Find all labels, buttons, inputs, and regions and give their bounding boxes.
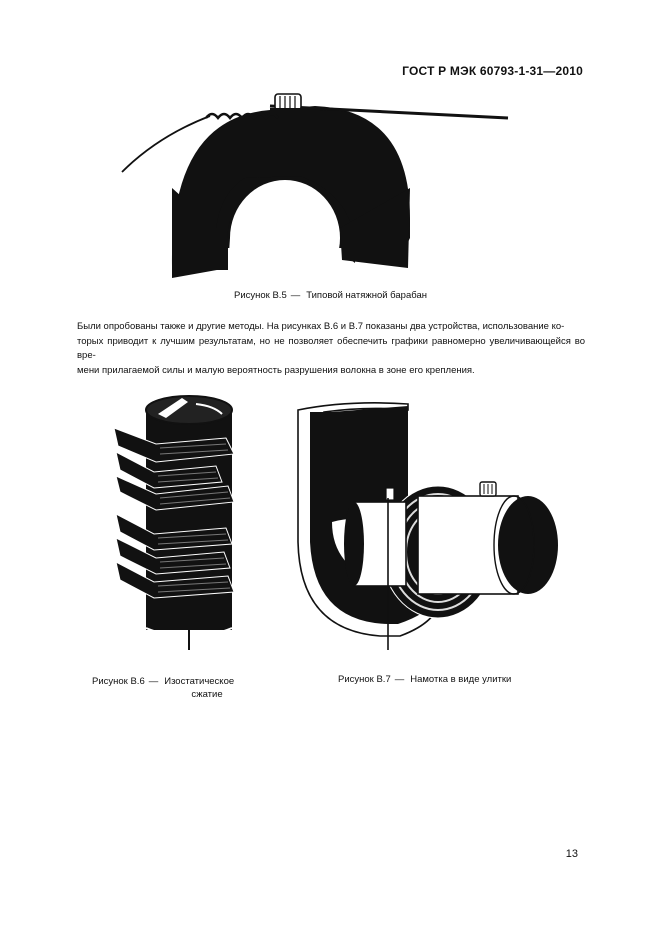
figure-b7-caption (338, 673, 511, 686)
figure-b5-caption (0, 289, 661, 302)
figure-b7-snail-winding (288, 402, 566, 650)
figure-b7-title: Намотка в виде улитки (410, 674, 512, 685)
clamp-base (270, 108, 306, 114)
figure-b6-title-line2: сжатие (191, 689, 223, 700)
figure-b5-label: Рисунок В.5 (234, 290, 287, 301)
figure-b6-title-line1: Изостатическое (164, 676, 235, 687)
figure-b6-dash: — (148, 676, 159, 687)
figure-b7-label: Рисунок В.7 (338, 674, 391, 685)
page-number: 13 (565, 848, 578, 860)
cylinder-top (146, 396, 232, 424)
body-line-1: Были опробованы также и другие методы. На рисунках В.6 и В.7 показаны два устройства, использование ко- (77, 321, 565, 332)
clamp-knob (275, 94, 301, 110)
figure-b6-isostatic-compression (96, 388, 266, 650)
figure-b5-title: Типовой натяжной барабан (306, 290, 427, 301)
document-header: ГОСТ Р МЭК 60793-1-31—2010 (402, 64, 583, 78)
figure-b7-dash: — (394, 674, 405, 685)
drum-hole-bottom-cover (220, 248, 350, 278)
figure-b5-dash: — (290, 290, 301, 301)
body-paragraph (77, 320, 585, 378)
hub-left-face (344, 502, 364, 586)
figure-b6-label: Рисунок В.6 (92, 676, 145, 687)
body-line-3: мени прилагаемой силы и малую вероятность разрушения волокна в зоне его крепления. (77, 364, 475, 376)
figure-b6-caption (92, 675, 252, 701)
body-line-2: торых приводит к лучшим результатам, но не позволяет обеспечить графики равномерно увеличивающейся во вре- (77, 335, 585, 361)
figure-b5-tension-drum (110, 88, 520, 278)
